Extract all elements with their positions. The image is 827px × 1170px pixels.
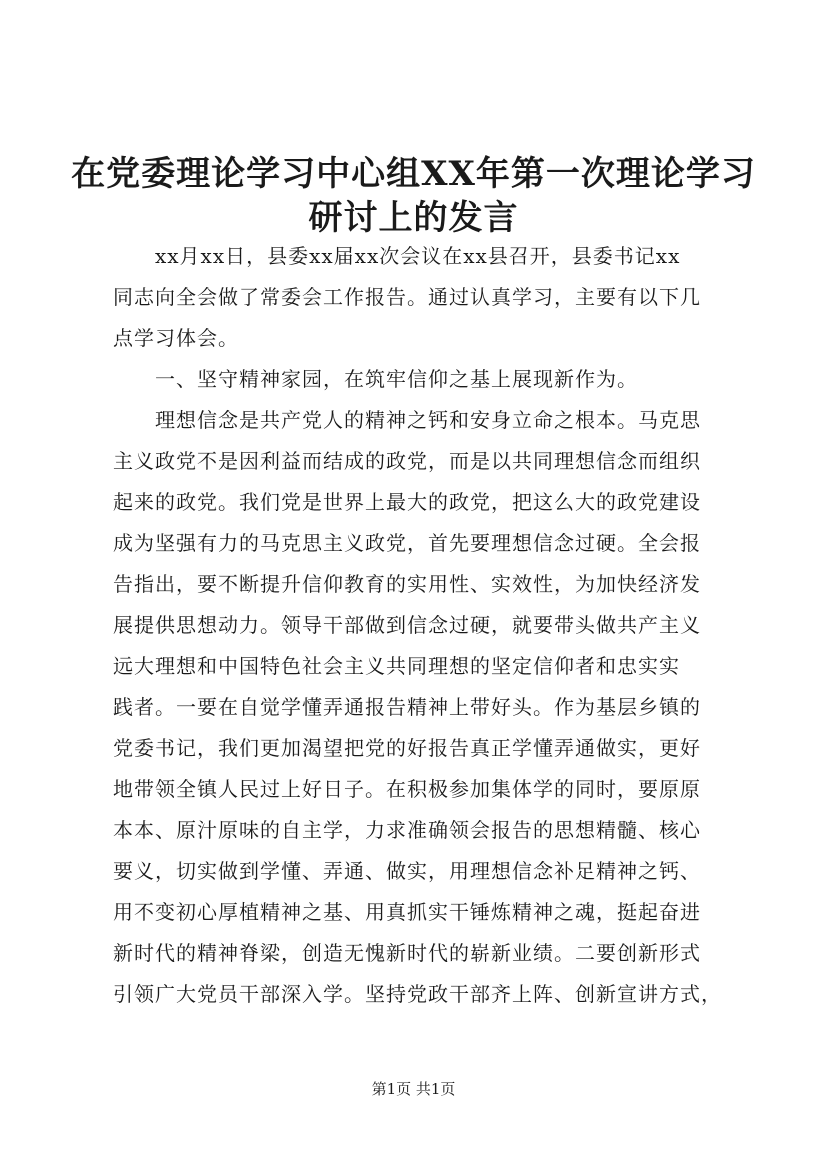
body-line: 起来的政党。我们党是世界上最大的政党，把这么大的政党建设	[113, 490, 701, 514]
document-title-line-2: 研讨上的发言	[308, 198, 519, 238]
body-line: 新时代的精神脊梁，创造无愧新时代的崭新业绩。二要创新形式	[113, 941, 701, 965]
body-line: 远大理想和中国特色社会主义共同理想的坚定信仰者和忠实实	[113, 654, 680, 678]
body-line: 告指出，要不断提升信仰教育的实用性、实效性，为加快经济发	[113, 572, 701, 596]
body-line: 点学习体会。	[113, 326, 239, 350]
body-line: 践者。一要在自觉学懂弄通报告精神上带好头。作为基层乡镇的	[113, 695, 701, 719]
body-line: 党委书记，我们更加渴望把党的好报告真正学懂弄通做实，更好	[113, 736, 701, 760]
section-heading: 一、坚守精神家园，在筑牢信仰之基上展现新作为。	[113, 367, 638, 391]
body-line: 成为坚强有力的马克思主义政党，首先要理想信念过硬。全会报	[113, 531, 701, 555]
body-line: 展提供思想动力。领导干部做到信念过硬，就要带头做共产主义	[113, 613, 701, 637]
body-line: 用不变初心厚植精神之基、用真抓实干锤炼精神之魂，挺起奋进	[113, 900, 701, 924]
body-line: 引领广大党员干部深入学。坚持党政干部齐上阵、创新宣讲方式，	[113, 982, 722, 1006]
body-line: xx月xx日，县委xx届xx次会议在xx县召开，县委书记xx	[113, 244, 681, 268]
body-line: 同志向全会做了常委会工作报告。通过认真学习，主要有以下几	[113, 285, 701, 309]
body-line: 本本、原汁原味的自主学，力求准确领会报告的思想精髓、核心	[113, 818, 701, 842]
body-line: 主义政党不是因利益而结成的政党，而是以共同理想信念而组织	[113, 449, 701, 473]
body-line: 地带领全镇人民过上好日子。在积极参加集体学的同时，要原原	[113, 777, 701, 801]
document-title-line-1: 在党委理论学习中心组XX年第一次理论学习	[71, 154, 756, 194]
page-footer: 第1页 共1页	[371, 1080, 456, 1098]
body-line: 要义，切实做到学懂、弄通、做实，用理想信念补足精神之钙、	[113, 859, 701, 883]
body-line: 理想信念是共产党人的精神之钙和安身立命之根本。马克思	[113, 408, 701, 432]
